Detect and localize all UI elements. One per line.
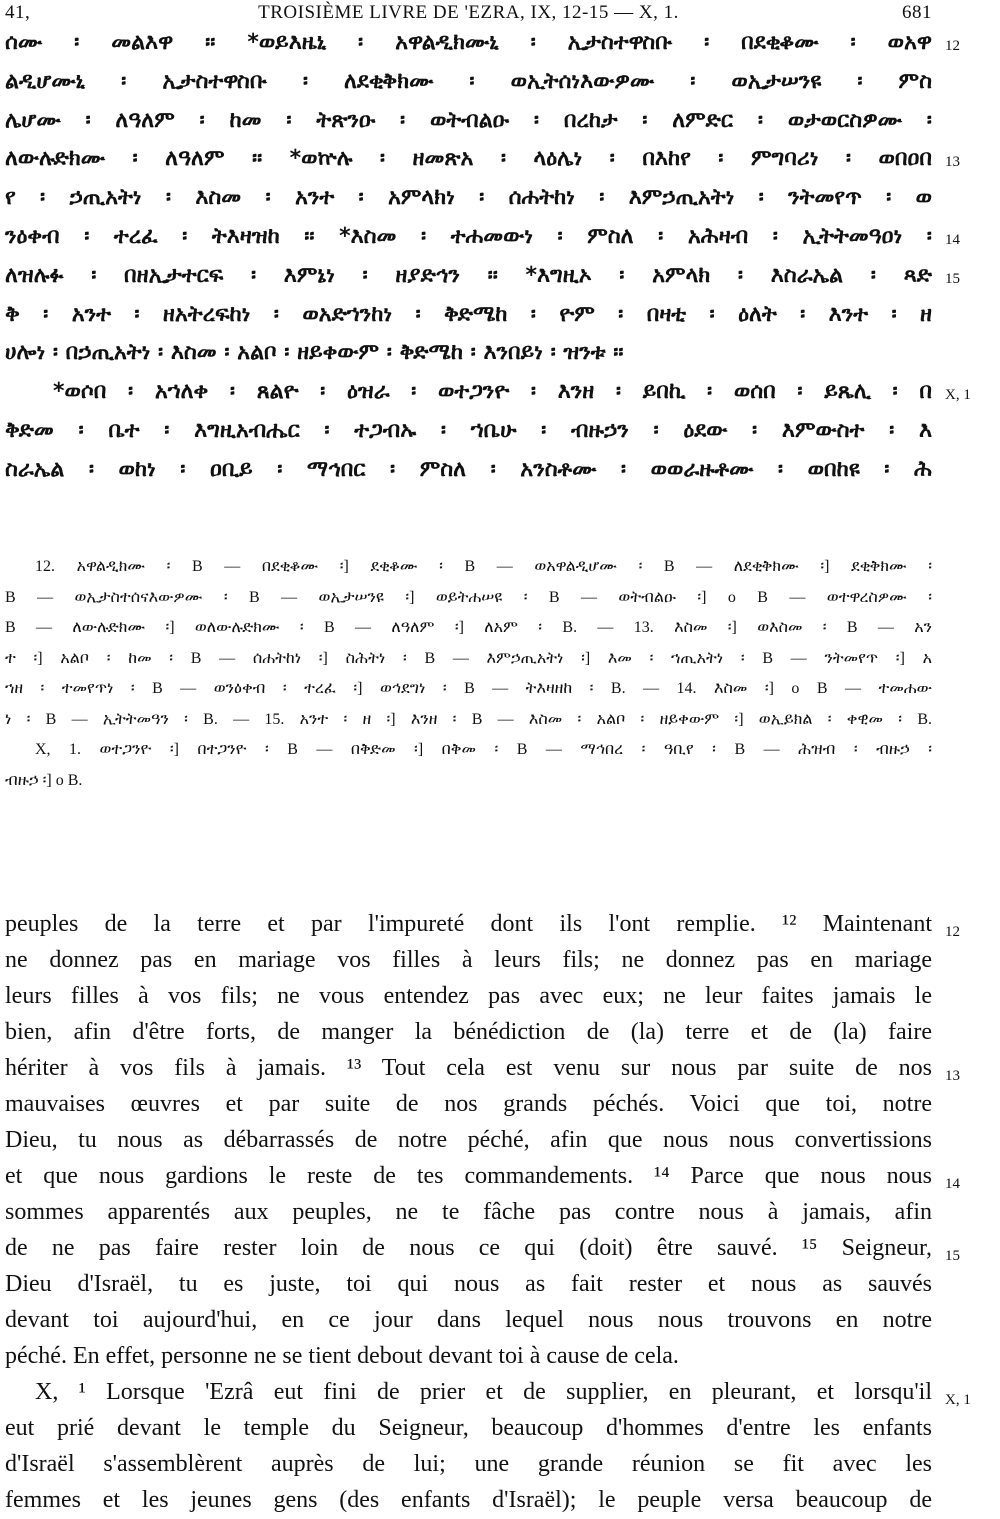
- margin-verse-number: 12: [945, 38, 960, 54]
- french-line: d'Israël s'assemblèrent auprès de lui; une grande réunion se fit avec les: [5, 1451, 932, 1477]
- geez-line: ስራኤል ፡ ወከነ ፡ ዐቢይ ፡ ማኅበር ፡ ምስለ ፡ አንስቶሙ ፡ ወወራዙቶሙ ፡ ወበከዩ ፡ ሕ: [5, 456, 932, 482]
- french-line: mauvaises œuvres et par suite de nos grands péchés. Voici que toi, notre: [5, 1091, 932, 1117]
- page-number: 681: [902, 2, 932, 23]
- french-line: devant toi aujourd'hui, en ce jour dans lequel nous nous trouvons en notre: [5, 1307, 932, 1333]
- margin-verse-number: 15: [945, 1248, 960, 1264]
- margin-verse-number: 14: [945, 232, 960, 248]
- footnote-line: ነ ፡ B — ኢትትመዓን ፡ B. — 15. አንተ ፡ ዘ ፡] እንዘ ፡ B — እስመ ፡ አልቦ ፡ ዘይቀውም ፡] ወኢይክል ፡ ቀዊመ ፡ B.: [5, 710, 932, 728]
- footnote-line: X, 1. ወተጋንዮ ፡] በተጋንዮ ፡ B — በቅድመ ፡] በቅመ ፡ B — ማኅበረ ፡ ዓቢየ ፡ B — ሕዝብ ፡ ብዙኃ ፡: [35, 741, 932, 758]
- footnote-line: ብዙኃ ፡] o B.: [5, 771, 83, 789]
- geez-line: ቅ ፡ አንተ ፡ ዘአትረፍከነ ፡ ወአድኀንከነ ፡ ቅድሜከ ፡ ዮም ፡ በዛቲ ፡ ዕለት ፡ እንተ ፡ ዘ: [5, 301, 932, 327]
- french-translation-block: [5, 906, 932, 1518]
- french-line: femmes et les jeunes gens (des enfants d'Israël); le peuple versa beaucoup de: [5, 1487, 932, 1513]
- french-line: hériter à vos fils à jamais. ¹³ Tout cela est venu sur nous par suite de nos: [5, 1055, 932, 1081]
- geez-line: ቅድመ ፡ ቤተ ፡ እግዚአብሔር ፡ ተጋብኡ ፡ ኀቤሁ ፡ ብዙኃን ፡ ዕደው ፡ እምውስተ ፡ እ: [5, 417, 932, 443]
- geez-line: *ወሶበ ፡ አኀለቀ ፡ ጸልዮ ፡ ዕዝራ ፡ ወተጋንዮ ፡ እንዘ ፡ ይበኪ ፡ ወሰበ ፡ ይጼሊ ፡ በ: [53, 379, 932, 405]
- geez-line: ሰሙ ፡ መልእዋ ። *ወይእዜኒ ፡ አዋልዲክሙኒ ፡ ኢታስተዋስቡ ፡ በደቂቆሙ ፡ ወአዋ: [5, 30, 932, 55]
- french-line: peuples de la terre et par l'impureté dont ils l'ont remplie. ¹² Maintenant: [5, 911, 932, 937]
- french-line: leurs filles à vos fils; ne vous entendez pas avec eux; ne leur faites jamais le: [5, 983, 932, 1009]
- french-line: sommes apparentés aux peuples, ne te fâche pas contre nous à jamais, afin: [5, 1199, 932, 1225]
- french-line: ne donnez pas en mariage vos filles à leurs fils; ne donnez pas en mariage: [5, 947, 932, 973]
- geez-line: ልዲሆሙኒ ፡ ኢታስተዋስቡ ፡ ለደቂቅክሙ ፡ ወኢትሰነእውዎሙ ፡ ወኢታሠንዩ ፡ ምስ: [5, 68, 932, 94]
- margin-verse-number: 13: [945, 154, 960, 171]
- footnote-line: B — ለውሉድክሙ ፡] ወለውሉድክሙ ፡ B — ለዓለም ፡] ለአም ፡ B. — 13. እስመ ፡] ወእስመ ፡ B — አን: [5, 619, 932, 636]
- french-line: de ne pas faire rester loin de nous ce qui (doit) être sauvé. ¹⁵ Seigneur,: [5, 1235, 932, 1261]
- geez-line: የ ፡ ኃጢአትነ ፡ እስመ ፡ አንተ ፡ አምላክነ ፡ ሰሐትከነ ፡ እምኃጢአትነ ፡ ንትመየጥ ፡ ወ: [5, 185, 932, 211]
- french-line: péché. En effet, personne ne se tient debout devant toi à cause de cela.: [5, 1343, 679, 1369]
- footnote-line: B — ወኢታስተሰናእውዎሙ ፡ B — ወኢታሠንዩ ፡] ወይትሐሠዩ ፡ B — ወትብልዑ ፡] o B — ወተዋረስዎሙ ፡: [5, 588, 932, 606]
- footnotes-block: [5, 552, 932, 796]
- footnote-line: ተ ፡] አልቦ ፡ ከመ ፡ B — ሰሐትከነ ፡] ስሕትነ ፡ B — እምኃጢአትነ ፡] እመ ፡ ኀጢአትነ ፡ B — ንትመየጥ ፡] አ: [5, 649, 932, 667]
- geez-line: ንዕቀብ ፡ ተረፈ ፡ ትእዛዝከ ። *እስመ ፡ ተሐመውነ ፡ ምስለ ፡ አሕዛብ ፡ ኢትትመዓዐነ ፡: [5, 223, 932, 249]
- margin-verse-number: 12: [945, 924, 960, 940]
- geez-text-block: [5, 24, 932, 490]
- french-line: et que nous gardions le reste de tes commandements. ¹⁴ Parce que nous nous: [5, 1163, 932, 1189]
- footnote-line: ኀዘ ፡ ተመየጥነ ፡ B — ወንዕቀብ ፡ ተረፈ ፡] ወኅደግነ ፡ B — ትእዛዘከ ፡ B. — 14. እስመ ፡] o B — ተመሐው: [5, 680, 932, 697]
- margin-verse-number: 15: [945, 270, 960, 287]
- margin-verse-number: 14: [945, 1176, 960, 1192]
- footnote-line: 12. አዋልዲክሙ ፡ B — በደቂቆሙ ፡] ደቂቆሙ ፡ B — ወአዋልዲሆሙ ፡ B — ለደቂቅክሙ ፡] ደቂቅክሙ ፡: [35, 558, 932, 575]
- french-line: bien, afin d'être forts, de manger la bénédiction de (la) terre et de (la) faire: [5, 1019, 932, 1045]
- header-left-mark: 41,: [5, 2, 31, 23]
- french-line: eut prié devant le temple du Seigneur, beaucoup d'hommes d'entre les enfants: [5, 1415, 932, 1441]
- geez-line: ለዝሉፉ ፡ በዘኢታተርፍ ፡ እምኔነ ፡ ዘያድኅን ። *እግዚኦ ፡ አምላክ ፡ እስራኤል ፡ ጻድ: [5, 262, 932, 288]
- geez-line: ሀሎነ ፡ በኃጢአትነ ፡ እስመ ፡ አልቦ ፡ ዘይቀውም ፡ ቅድሜከ ፡ እንበይነ ፡ ዝንቱ ።: [5, 340, 624, 366]
- geez-line: ለውሉድክሙ ፡ ለዓለም ። *ወኵሉ ፡ ዘመጽአ ፡ ላዕሌነ ፡ በእከየ ፡ ምግባሪነ ፡ ወበዐበ: [5, 146, 932, 172]
- french-line: X, ¹ Lorsque 'Ezrâ eut fini de prier et de supplier, en pleurant, et lorsqu'il: [35, 1379, 932, 1405]
- margin-verse-number: 13: [945, 1068, 960, 1084]
- french-line: Dieu, tu nous as débarrassés de notre péché, afin que nous nous convertissions: [5, 1127, 932, 1153]
- geez-line: ሌሆሙ ፡ ለዓለም ፡ ከመ ፡ ትጽንዑ ፡ ወትብልዑ ፡ በረከታ ፡ ለምድር ፡ ወታወርስዎሙ ፡: [5, 107, 932, 133]
- margin-verse-number: X, 1: [945, 387, 971, 404]
- margin-verse-number: X, 1: [945, 1392, 971, 1408]
- french-line: Dieu d'Israël, tu es juste, toi qui nous as fait rester et nous as sauvés: [5, 1271, 932, 1297]
- header-title: TROISIÈME LIVRE DE 'EZRA, IX, 12-15 — X, 1.: [258, 2, 679, 23]
